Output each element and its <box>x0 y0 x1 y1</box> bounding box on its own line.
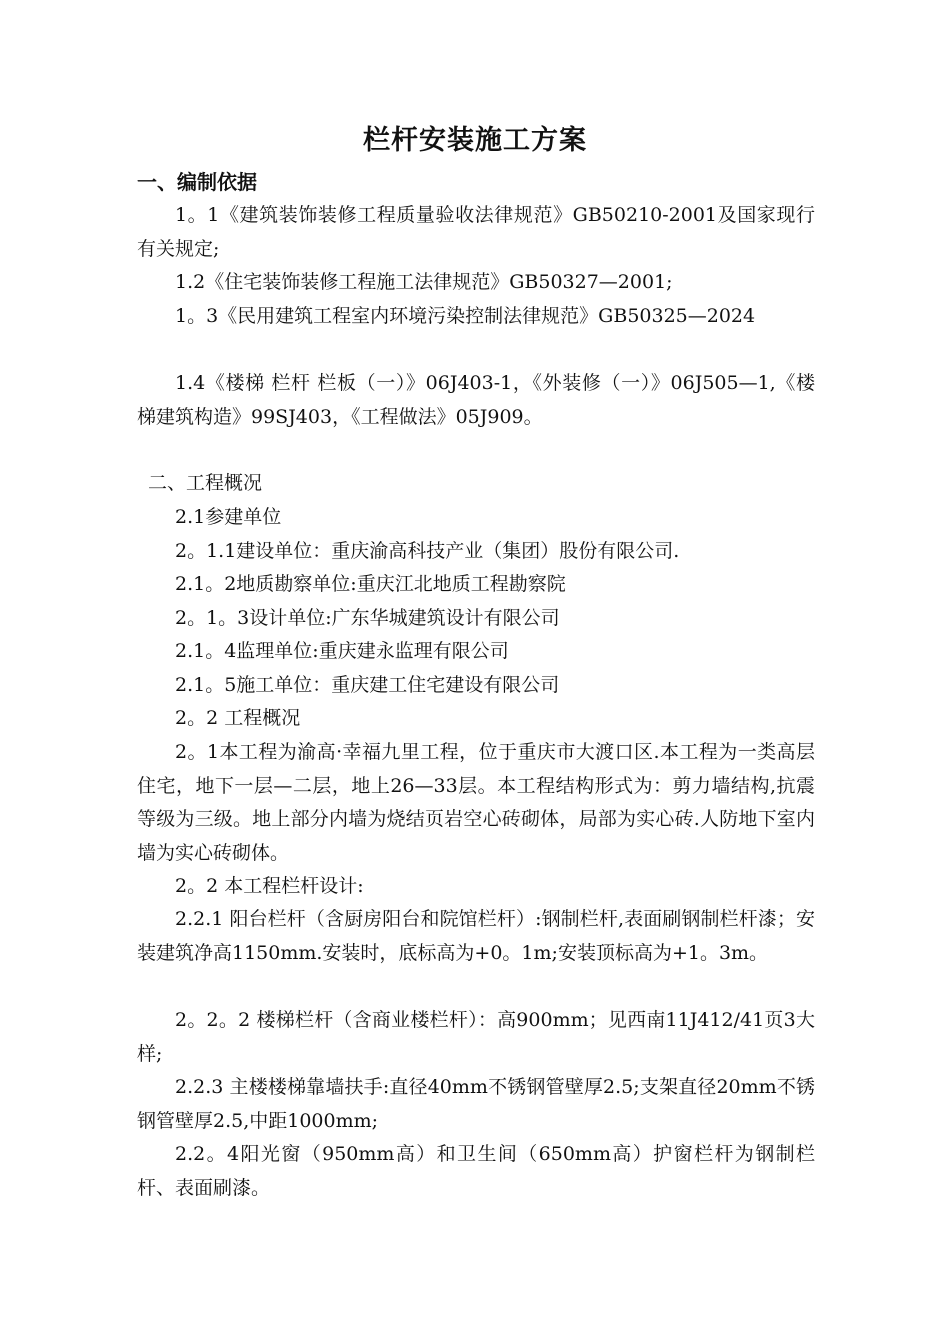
section-heading-basis: 一、编制依据 <box>137 170 257 194</box>
basis-item: 1.2《住宅装饰装修工程施工法律规范》GB50327—2001; <box>175 271 673 293</box>
basis-item: 1.4《楼梯 栏杆 栏板（一）》06J403-1，《外装修（一）》06J505—1,《楼梯建筑构造》99SJ403，《工程做法》05J909。 <box>137 372 815 428</box>
subsection-heading: 2。2 本工程栏杆设计: <box>175 875 364 897</box>
basis-item: 1。1《建筑装饰装修工程质量验收法律规范》GB50210-2001及国家现行有关规定; <box>137 204 815 260</box>
project-overview-paragraph: 2。1本工程为渝高·幸福九里工程，位于重庆市大渡口区.本工程为一类高层住宅，地下一层—二层，地上26—33层。本工程结构形式为：剪力墙结构,抗震等级为三级。地上部分内墙为烧结页岩空心砖砌体，局部为实心砖.人防地下室内墙为实心砖砌体。 <box>137 741 815 864</box>
participant-unit: 2.1。2地质勘察单位:重庆江北地质工程勘察院 <box>175 573 566 595</box>
section-heading-overview: 二、工程概况 <box>148 472 263 494</box>
participant-unit: 2。1。3设计单位:广东华城建筑设计有限公司 <box>175 607 560 629</box>
subsection-heading: 2.1参建单位 <box>175 506 282 528</box>
railing-item: 2.2.1 阳台栏杆（含厨房阳台和院馆栏杆）:钢制栏杆,表面刷钢制栏杆漆；安装建筑净高1150mm.安装时，底标高为+0。1m;安装顶标高为+1。3m。 <box>137 908 815 964</box>
railing-item: 2.2.3 主楼楼梯靠墙扶手:直径40mm不锈钢管壁厚2.5;支架直径20mm不锈钢管壁厚2.5,中距1000mm; <box>137 1076 815 1132</box>
document-title: 栏杆安装施工方案 <box>363 125 587 156</box>
participant-unit: 2.1。5施工单位：重庆建工住宅建设有限公司 <box>175 674 560 696</box>
subsection-heading: 2。2 工程概况 <box>175 707 301 729</box>
participant-unit: 2。1.1建设单位：重庆渝高科技产业（集团）股份有限公司. <box>175 540 680 562</box>
participant-unit: 2.1。4监理单位:重庆建永监理有限公司 <box>175 640 509 662</box>
railing-item: 2。2。2 楼梯栏杆（含商业楼栏杆）：高900mm；见西南11J412/41页3大样; <box>137 1009 815 1065</box>
basis-item: 1。3《民用建筑工程室内环境污染控制法律规范》GB50325—2024 <box>175 305 756 327</box>
railing-item: 2.2。4阳光窗（950mm高）和卫生间（650mm高）护窗栏杆为钢制栏杆、表面刷漆。 <box>137 1143 815 1199</box>
